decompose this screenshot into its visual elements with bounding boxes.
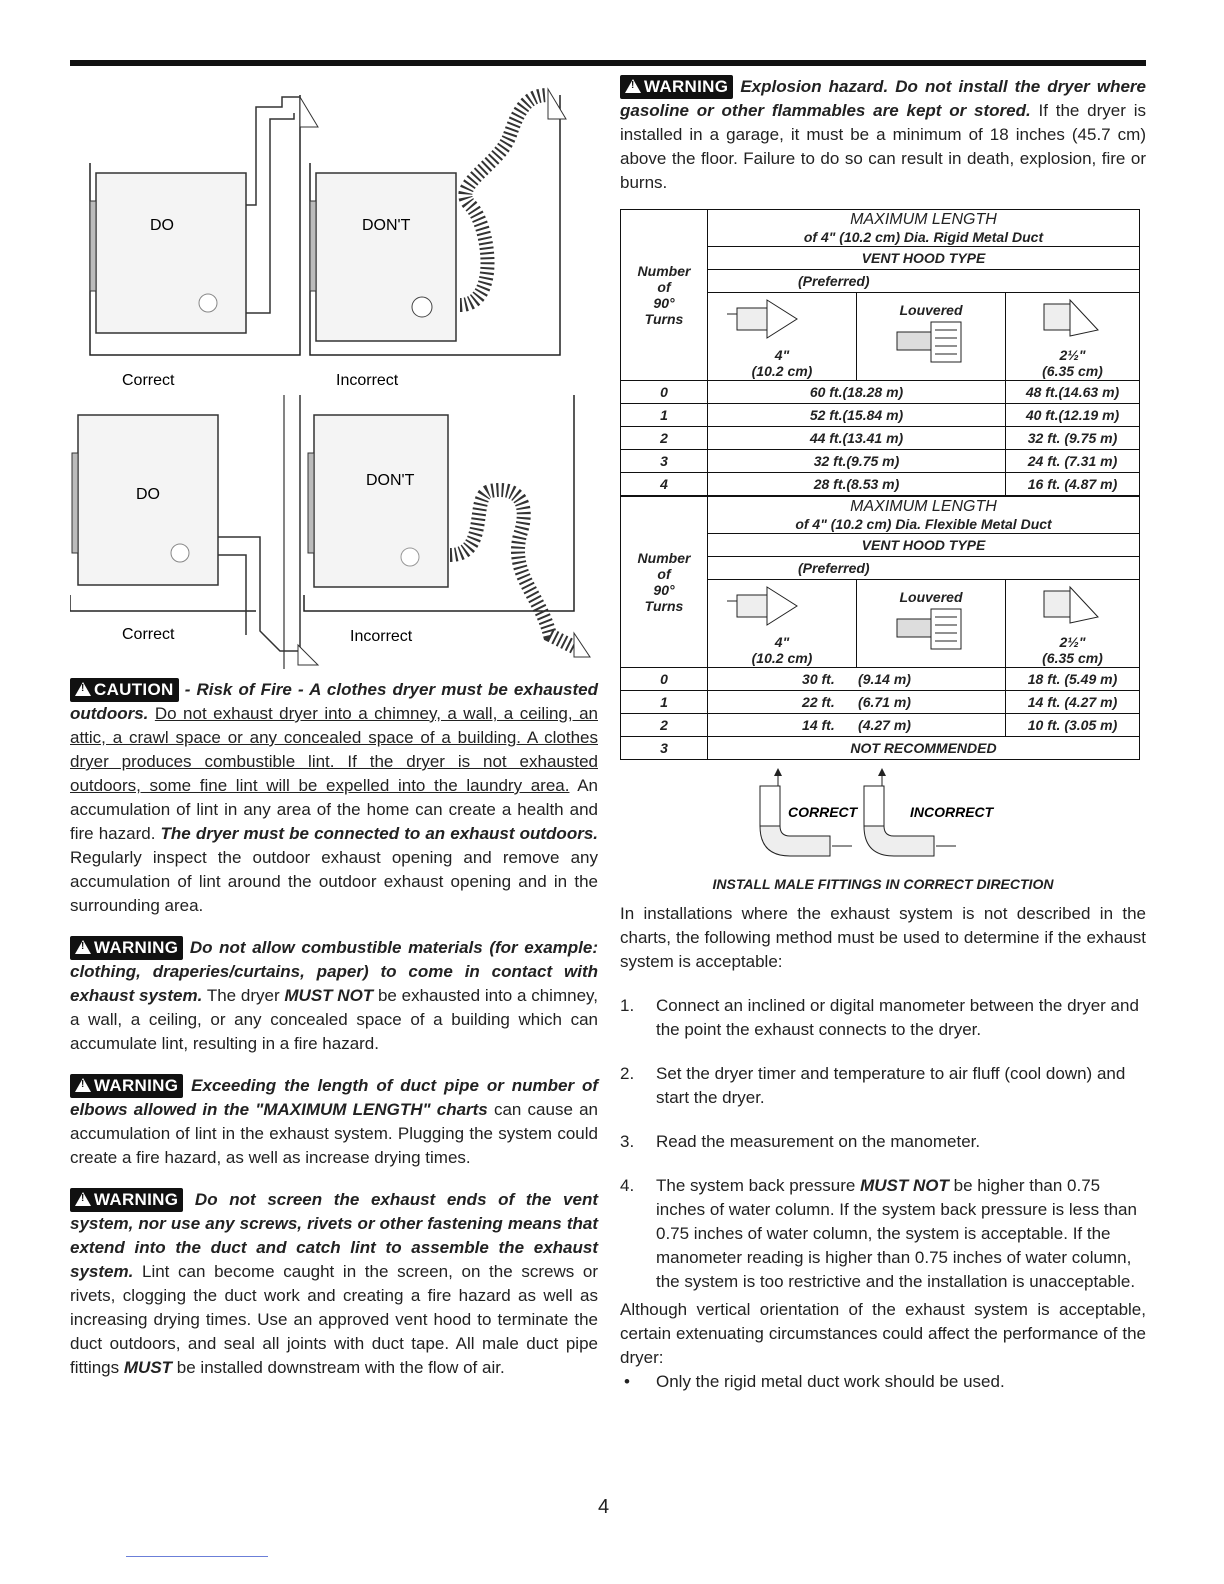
- small-vent-hood-icon: [1028, 581, 1118, 631]
- table-row: 1 22 ft. (6.71 m) 14 ft. (4.27 m): [621, 691, 1140, 714]
- warning-length-text: can cause an accumulation of lint in the exhaust system. Plugging the system could create a fire hazard, as well as increase drying times.: [70, 1100, 598, 1167]
- warning-screen-text-2: be installed downstream with the flow of air.: [176, 1358, 505, 1377]
- correct-fitting-label: CORRECT: [788, 804, 858, 820]
- fittings-illustration: [620, 766, 1146, 870]
- do-label-bottom: DO: [136, 486, 160, 503]
- number-of-turns-header: Number of 90° Turns: [621, 210, 708, 381]
- warning-triangle-icon: !: [75, 1192, 91, 1206]
- small-vent-hood-icon: [1028, 294, 1118, 344]
- procedure-intro: In installations where the exhaust system is not described in the charts, the following method must be used to determine if the exhaust system is acceptable:: [620, 904, 1146, 971]
- table-row: 4 28 ft.(8.53 m) 16 ft. (4.87 m): [621, 473, 1140, 496]
- louvered-hood-illustration: Louvered: [857, 293, 1006, 381]
- incorrect-fitting-label: INCORRECT: [910, 804, 994, 820]
- warning-combustible-text-1: The dryer: [206, 986, 280, 1005]
- small-hood-illustration: 2½" (6.35 cm): [1006, 580, 1140, 668]
- flex-table-title: MAXIMUM LENGTH of 4" (10.2 cm) Dia. Flexible Metal Duct: [708, 497, 1140, 534]
- footer-line: [126, 1556, 268, 1557]
- warning-triangle-icon: !: [75, 682, 91, 696]
- small-hood-illustration: 2½" (6.35 cm): [1006, 293, 1140, 381]
- incorrect-caption-bottom: Incorrect: [350, 628, 413, 645]
- dryer-venting-illustration-top: [70, 75, 598, 395]
- vent-hood-type-header: VENT HOOD TYPE: [708, 247, 1140, 270]
- venting-diagram-bottom: [70, 395, 598, 670]
- caution-block: [70, 678, 598, 918]
- warning-screen-emphasis: MUST: [123, 1358, 173, 1377]
- warning-length-heading: Exceeding the length of duct pipe or number of elbows allowed in the "MAXIMUM LENGTH" charts: [70, 1076, 598, 1119]
- table-row: 2 14 ft. (4.27 m) 10 ft. (3.05 m): [621, 714, 1140, 737]
- left-column: [70, 75, 598, 1398]
- dont-label-top: DON'T: [362, 217, 411, 234]
- warning-screen-text-1: Lint can become caught in the screen, on the screws or rivets, clogging the duct work and creating a fire hazard as well as increasing drying times. Use an approved vent hood to terminate the duct outdoors, and seal all joints with duct tape. All male duct pipe fittings: [70, 1262, 598, 1377]
- warning-combustible-text-2: be exhausted into a chimney, a wall, a ceiling, or any concealed space of a building which can accumulate lint, resulting in a fire hazard.: [70, 986, 598, 1053]
- male-fittings-diagram: [620, 766, 1146, 870]
- preferred-hood-illustration: 4" (10.2 cm): [708, 293, 857, 381]
- warning-screen-block: [70, 1188, 598, 1380]
- correct-caption-bottom: Correct: [122, 626, 175, 643]
- warning-badge: ! WARNING: [620, 75, 733, 99]
- list-item: 4. The system back pressure MUST NOT be higher than 0.75 inches of water column. If the system back pressure is less than 0.75 inches of water column, the system is acceptable. If the manometer reading is higher than 0.75 inches of water column, the system is too restrictive and the installation is unacceptable.: [620, 1176, 1137, 1291]
- warning-badge: ! WARNING: [70, 1074, 183, 1098]
- vent-hood-icon: [727, 294, 837, 344]
- warning-combustible-heading: Do not allow combustible materials (for example: clothing, draperies/curtains, paper) to come in contact with exhaust system.: [70, 938, 598, 1005]
- louvered-hood-icon: [881, 318, 981, 368]
- fittings-caption: INSTALL MALE FITTINGS IN CORRECT DIRECTION: [712, 876, 1054, 892]
- flexible-duct-table: [620, 496, 1140, 760]
- caution-badge: ! CAUTION: [70, 678, 179, 702]
- procedure-steps: [620, 994, 1146, 1294]
- table-row: 0 60 ft.(18.28 m) 48 ft.(14.63 m): [621, 381, 1140, 404]
- correct-caption-top: Correct: [122, 372, 175, 389]
- vent-hood-type-header: VENT HOOD TYPE: [708, 534, 1140, 557]
- rigid-duct-table: [620, 209, 1140, 496]
- warning-triangle-icon: !: [625, 79, 641, 93]
- table-row: 0 30 ft. (9.14 m) 18 ft. (5.49 m): [621, 668, 1140, 691]
- venting-diagram-top: [70, 75, 598, 395]
- preferred-hood-illustration: 4" (10.2 cm): [708, 580, 857, 668]
- warning-triangle-icon: !: [75, 940, 91, 954]
- vertical-orientation-text: Although vertical orientation of the exhaust system is acceptable, certain extenuating circumstances could affect the performance of the dryer:: [620, 1300, 1146, 1367]
- vent-hood-icon: [727, 581, 837, 631]
- do-label-top: DO: [150, 217, 174, 234]
- table-row: 1 52 ft.(15.84 m) 40 ft.(12.19 m): [621, 404, 1140, 427]
- caution-heading: - Risk of Fire - A clothes dryer must be exhausted outdoors.: [70, 680, 598, 723]
- table-row: 3 32 ft.(9.75 m) 24 ft. (7.31 m): [621, 450, 1140, 473]
- warning-triangle-icon: !: [75, 1078, 91, 1092]
- table-row: 2 44 ft.(13.41 m) 32 ft. (9.75 m): [621, 427, 1140, 450]
- table-row: 3 NOT RECOMMENDED: [621, 737, 1140, 760]
- dryer-venting-illustration-bottom: [70, 395, 598, 670]
- list-item: 1. Connect an inclined or digital manometer between the dryer and the point the exhaust connects to the dryer.: [620, 996, 1139, 1039]
- warning-length-block: [70, 1074, 598, 1170]
- dont-label-bottom: DON'T: [366, 472, 415, 489]
- caution-emphasis: The dryer must be connected to an exhaust outdoors.: [160, 824, 598, 843]
- preferred-header: (Preferred): [708, 557, 1140, 580]
- warning-badge: ! WARNING: [70, 936, 183, 960]
- list-item: 2. Set the dryer timer and temperature to air fluff (cool down) and start the dryer.: [620, 1064, 1126, 1107]
- caution-text-2: Regularly inspect the outdoor exhaust opening and remove any accumulation of lint around the outdoor exhaust opening and in the surrounding area.: [70, 848, 598, 915]
- top-rule: [70, 60, 1146, 66]
- incorrect-caption-top: Incorrect: [336, 372, 399, 389]
- number-of-turns-header: Number of 90° Turns: [621, 497, 708, 668]
- preferred-header: (Preferred): [708, 270, 1140, 293]
- rigid-table-title: MAXIMUM LENGTH of 4" (10.2 cm) Dia. Rigid Metal Duct: [708, 210, 1140, 247]
- warning-screen-heading: Do not screen the exhaust ends of the vent system, nor use any screws, rivets or other fastening means that extend into the duct and catch lint to assemble the exhaust system.: [70, 1190, 598, 1281]
- louvered-hood-illustration: Louvered: [857, 580, 1006, 668]
- warning-explosion-heading: Explosion hazard. Do not install the dryer where gasoline or other flammables are kept or stored.: [620, 77, 1146, 120]
- warning-combustible-block: [70, 936, 598, 1056]
- caution-underlined-text: Do not exhaust dryer into a chimney, a wall, a ceiling, an attic, a crawl space or any concealed space of a building. A clothes dryer produces combustible lint. If the dryer is not exhausted outdoors, some fine lint will be expelled into the laundry area.: [70, 704, 598, 795]
- caution-text-1: An accumulation of lint in any area of the home can create a health and fire hazard.: [70, 776, 598, 843]
- louvered-hood-icon: [881, 605, 981, 655]
- warning-badge: ! WARNING: [70, 1188, 183, 1212]
- warning-explosion-block: [620, 75, 1146, 195]
- page-number: 4: [598, 1496, 610, 1518]
- warning-combustible-emphasis: MUST NOT: [284, 986, 374, 1005]
- list-item: 3. Read the measurement on the manometer.: [620, 1132, 981, 1151]
- warning-explosion-text: If the dryer is installed in a garage, it must be a minimum of 18 inches (45.7 cm) above the floor. Failure to do so can result in death, explosion, fire or burns.: [620, 101, 1146, 192]
- right-column: [620, 75, 1146, 1394]
- list-item: • Only the rigid metal duct work should be used.: [624, 1372, 1005, 1391]
